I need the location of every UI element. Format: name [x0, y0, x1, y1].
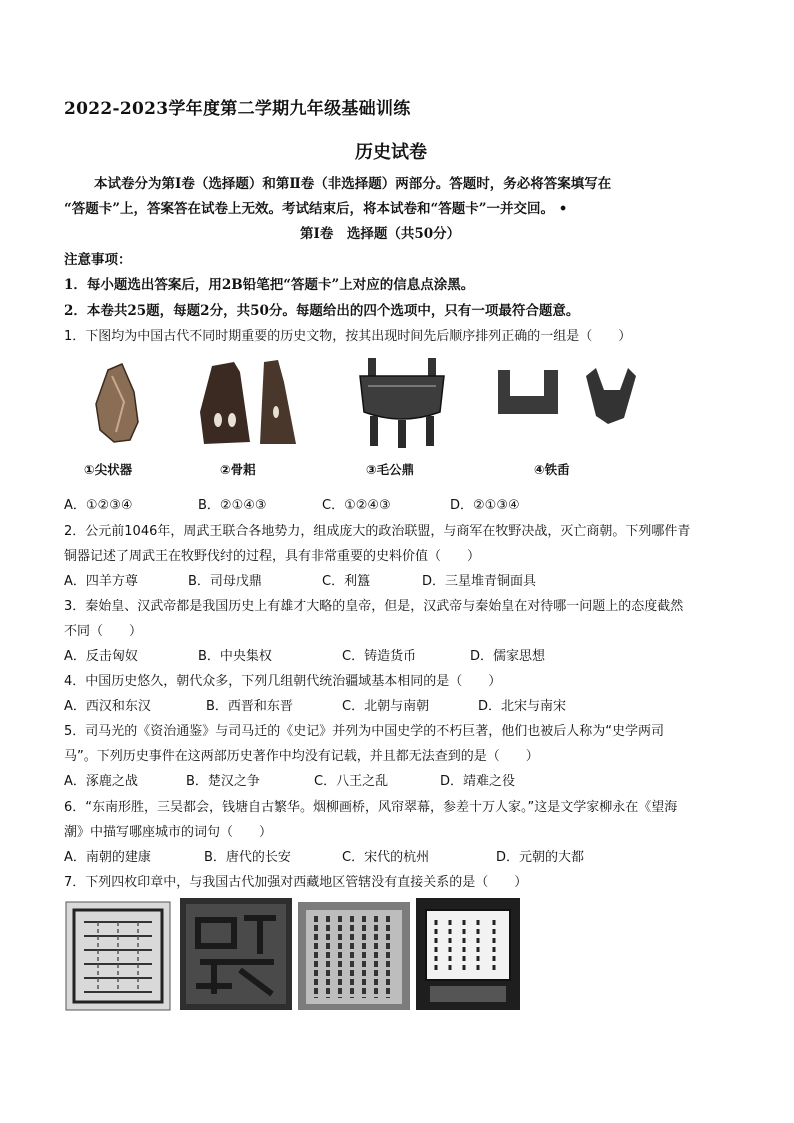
q1-stem: 1．下图均为中国古代不同时期重要的历史文物，按其出现时间先后顺序排列正确的一组是（ ） — [64, 329, 632, 344]
q3-option-c[interactable]: C．铸造货币 — [342, 649, 417, 664]
q6-option-c[interactable]: C．宋代的杭州 — [342, 850, 430, 865]
q4-option-d[interactable]: D．北宋与南宋 — [478, 699, 567, 714]
q2-option-d[interactable]: D．三星堆青铜面具 — [422, 574, 537, 589]
q2-stem-line-1: 2．公元前1046年，周武王联合各地势力，组成庞大的政治联盟，与商军在牧野决战，灭亡商朝。下列哪件青 — [64, 524, 691, 539]
q3-option-a[interactable]: A．反击匈奴 — [64, 649, 138, 664]
q2-option-c[interactable]: C．利簋 — [322, 574, 371, 589]
q4-option-b[interactable]: B．西晋和东晋 — [206, 699, 293, 714]
ding-vessel-image — [360, 358, 444, 448]
q1-option-b[interactable]: B．②①④③ — [198, 498, 267, 513]
notice-item-2: 2．本卷共25题，每题2分，共50分。每题给出的四个选项中，只有一项最符合题意。 — [64, 303, 580, 319]
intro-line-1: 本试卷分为第Ⅰ卷（选择题）和第Ⅱ卷（非选择题）两部分。答题时，务必将答案填写在 — [94, 176, 612, 192]
pointed-tool-image — [96, 364, 138, 442]
q2-option-b[interactable]: B．司母戊鼎 — [188, 574, 262, 589]
intro-paragraph — [64, 172, 734, 222]
q6-option-b[interactable]: B．唐代的长安 — [204, 850, 291, 865]
q5-option-a[interactable]: A．涿鹿之战 — [64, 774, 138, 789]
q3-option-d[interactable]: D．儒家思想 — [470, 649, 546, 664]
q4-option-c[interactable]: C．北朝与南朝 — [342, 699, 430, 714]
q1-option-a[interactable]: A．①②③④ — [64, 498, 133, 513]
seal-illustration — [64, 896, 522, 1014]
q5-stem-line-2: 马”。下列历史事件在这两部历史著作中均没有记载，并且都无法查到的是（ ） — [64, 749, 539, 764]
q6-option-d[interactable]: D．元朝的大都 — [496, 850, 585, 865]
q6-option-a[interactable]: A．南朝的建康 — [64, 850, 151, 865]
notice-item-1: 1．每小题选出答案后，用2B铅笔把“答题卡”上对应的信息点涂黑。 — [64, 277, 475, 293]
q7-stem: 7．下列四枚印章中，与我国古代加强对西藏地区管辖没有直接关系的是（ ） — [64, 875, 528, 890]
bone-spade-image — [200, 360, 296, 444]
q6-stem-line-1: 6．“东南形胜，三吴都会，钱塘自古繁华。烟柳画桥，风帘翠幕，参差十万人家。”这是文学家柳永在《望海 — [64, 800, 678, 815]
q2-stem-line-2: 铜器记述了周武王在牧野伐纣的过程，具有非常重要的史料价值（ ） — [64, 549, 481, 564]
exam-subject: 历史试卷 — [355, 142, 427, 163]
q1-caption-2: ②骨耜 — [220, 462, 256, 477]
q5-option-c[interactable]: C．八王之乱 — [314, 774, 389, 789]
q5-option-b[interactable]: B．楚汉之争 — [186, 774, 260, 789]
part-title: 第Ⅰ卷 选择题（共50分） — [300, 226, 461, 242]
iron-shovel-image — [498, 368, 636, 424]
seal-2-image — [180, 898, 292, 1010]
q1-option-d[interactable]: D．②①③④ — [450, 498, 520, 513]
q1-option-c[interactable]: C．①②④③ — [322, 498, 391, 513]
q3-stem-line-2: 不同（ ） — [64, 624, 143, 639]
q3-stem-line-1: 3．秦始皇、汉武帝都是我国历史上有雄才大略的皇帝，但是，汉武帝与秦始皇在对待哪一问题上的态度截然 — [64, 599, 684, 614]
q3-option-b[interactable]: B．中央集权 — [198, 649, 272, 664]
seal-4-image — [416, 898, 520, 1010]
q5-stem-line-1: 5．司马光的《资治通鉴》与司马迁的《史记》并列为中国史学的不朽巨著，他们也被后人称为“史学两司 — [64, 724, 665, 739]
seal-1-image — [66, 902, 170, 1010]
q4-option-a[interactable]: A．西汉和东汉 — [64, 699, 151, 714]
q2-option-a[interactable]: A．四羊方尊 — [64, 574, 138, 589]
q1-caption-1: ①尖状器 — [84, 462, 133, 477]
q1-artifact-images — [64, 352, 640, 484]
notice-label: 注意事项： — [64, 252, 132, 268]
intro-line-2: “答题卡”上，答案答在试卷上无效。考试结束后，将本试卷和“答题卡”一并交回。 • — [64, 201, 568, 217]
q1-caption-4: ④铁臿 — [534, 462, 570, 477]
q7-seal-images — [64, 896, 522, 1014]
q5-option-d[interactable]: D．靖难之役 — [440, 774, 516, 789]
q4-stem: 4．中国历史悠久，朝代众多，下列几组朝代统治疆域基本相同的是（ ） — [64, 674, 502, 689]
seal-3-image — [298, 902, 410, 1010]
exam-title: 2022-2023学年度第二学期九年级基础训练 — [64, 99, 411, 119]
q6-stem-line-2: 潮》中描写哪座城市的词句（ ） — [64, 825, 273, 840]
q1-caption-3: ③毛公鼎 — [366, 462, 415, 477]
